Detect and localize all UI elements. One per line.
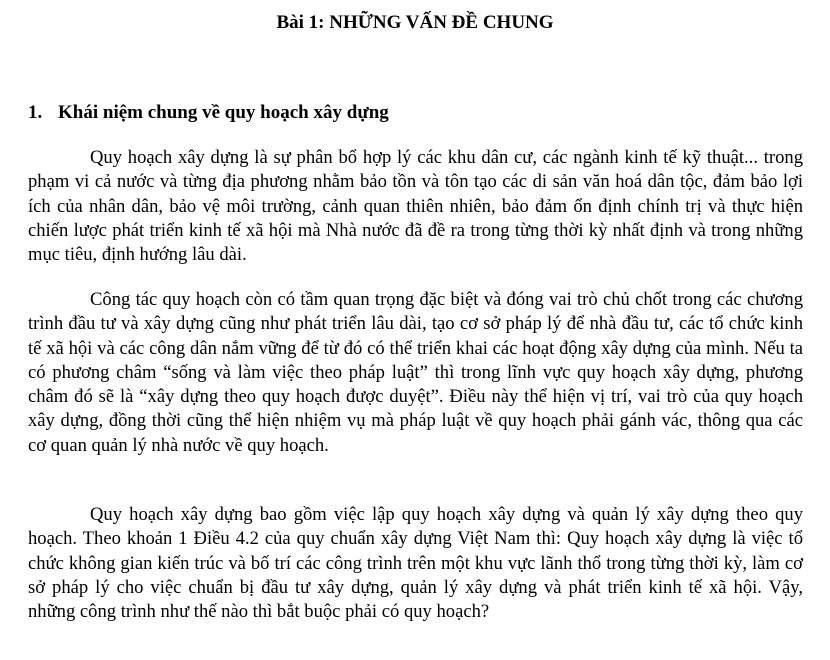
section-heading bbox=[28, 100, 389, 126]
section-title: Khái niệm chung về quy hoạch xây dựng bbox=[58, 102, 389, 123]
section-number: 1. bbox=[28, 102, 43, 123]
chapter-title: Bài 1: NHỮNG VẤN ĐỀ CHUNG bbox=[276, 12, 554, 33]
paragraph-definition: Quy hoạch xây dựng là sự phân bổ hợp lý các khu dân cư, các ngành kinh tế kỹ thuật... trong phạm vi cả nước và từng địa phương nhằm bảo tồn và tôn tạo các di sản văn hoá dân tộc, đảm bảo lợi ích của nhân dân, bảo vệ môi trường, cảnh quan thiên nhiên, bảo đảm ổn định chính trị và thực hiện chiến lược phát triển kinh tế xã hội mà Nhà nước đã đề ra trong từng thời kỳ nhất định và trong những mục tiêu, định hướng lâu dài. bbox=[28, 147, 803, 266]
paragraph-importance: Công tác quy hoạch còn có tầm quan trọng đặc biệt và đóng vai trò chủ chốt trong các chương trình đầu tư và xây dựng cũng như phát triển lâu dài, tạo cơ sở pháp lý để nhà đầu tư, các tổ chức kinh tế xã hội và các công dân nắm vững để từ đó có thể triển khai các hoạt động xây dựng của mình. Nếu ta có phương châm “sống và làm việc theo pháp luật” thì trong lĩnh vực quy hoạch xây dựng, phương châm đó sẽ là “xây dựng theo quy hoạch được duyệt”. Điều này thể hiện vị trí, vai trò của quy hoạch xây dựng, đồng thời cũng thể hiện nhiệm vụ mà pháp luật về quy hoạch phải gánh vác, thông qua các cơ quan quản lý nhà nước về quy hoạch. bbox=[28, 289, 803, 456]
paragraph-scope: Quy hoạch xây dựng bao gồm việc lập quy hoạch xây dựng và quản lý xây dựng theo quy hoạch. Theo khoản 1 Điều 4.2 của quy chuẩn xây dựng Việt Nam thì: Quy hoạch xây dựng là việc tổ chức không gian kiến trúc và bố trí các công trình trên một khu vực lãnh thổ trong từng thời kỳ, làm cơ sở pháp lý cho việc chuẩn bị đầu tư xây dựng, quản lý xây dựng và phát triển kinh tế xã hội. Vậy, những công trình như thế nào thì bắt buộc phải có quy hoạch? bbox=[28, 504, 803, 623]
